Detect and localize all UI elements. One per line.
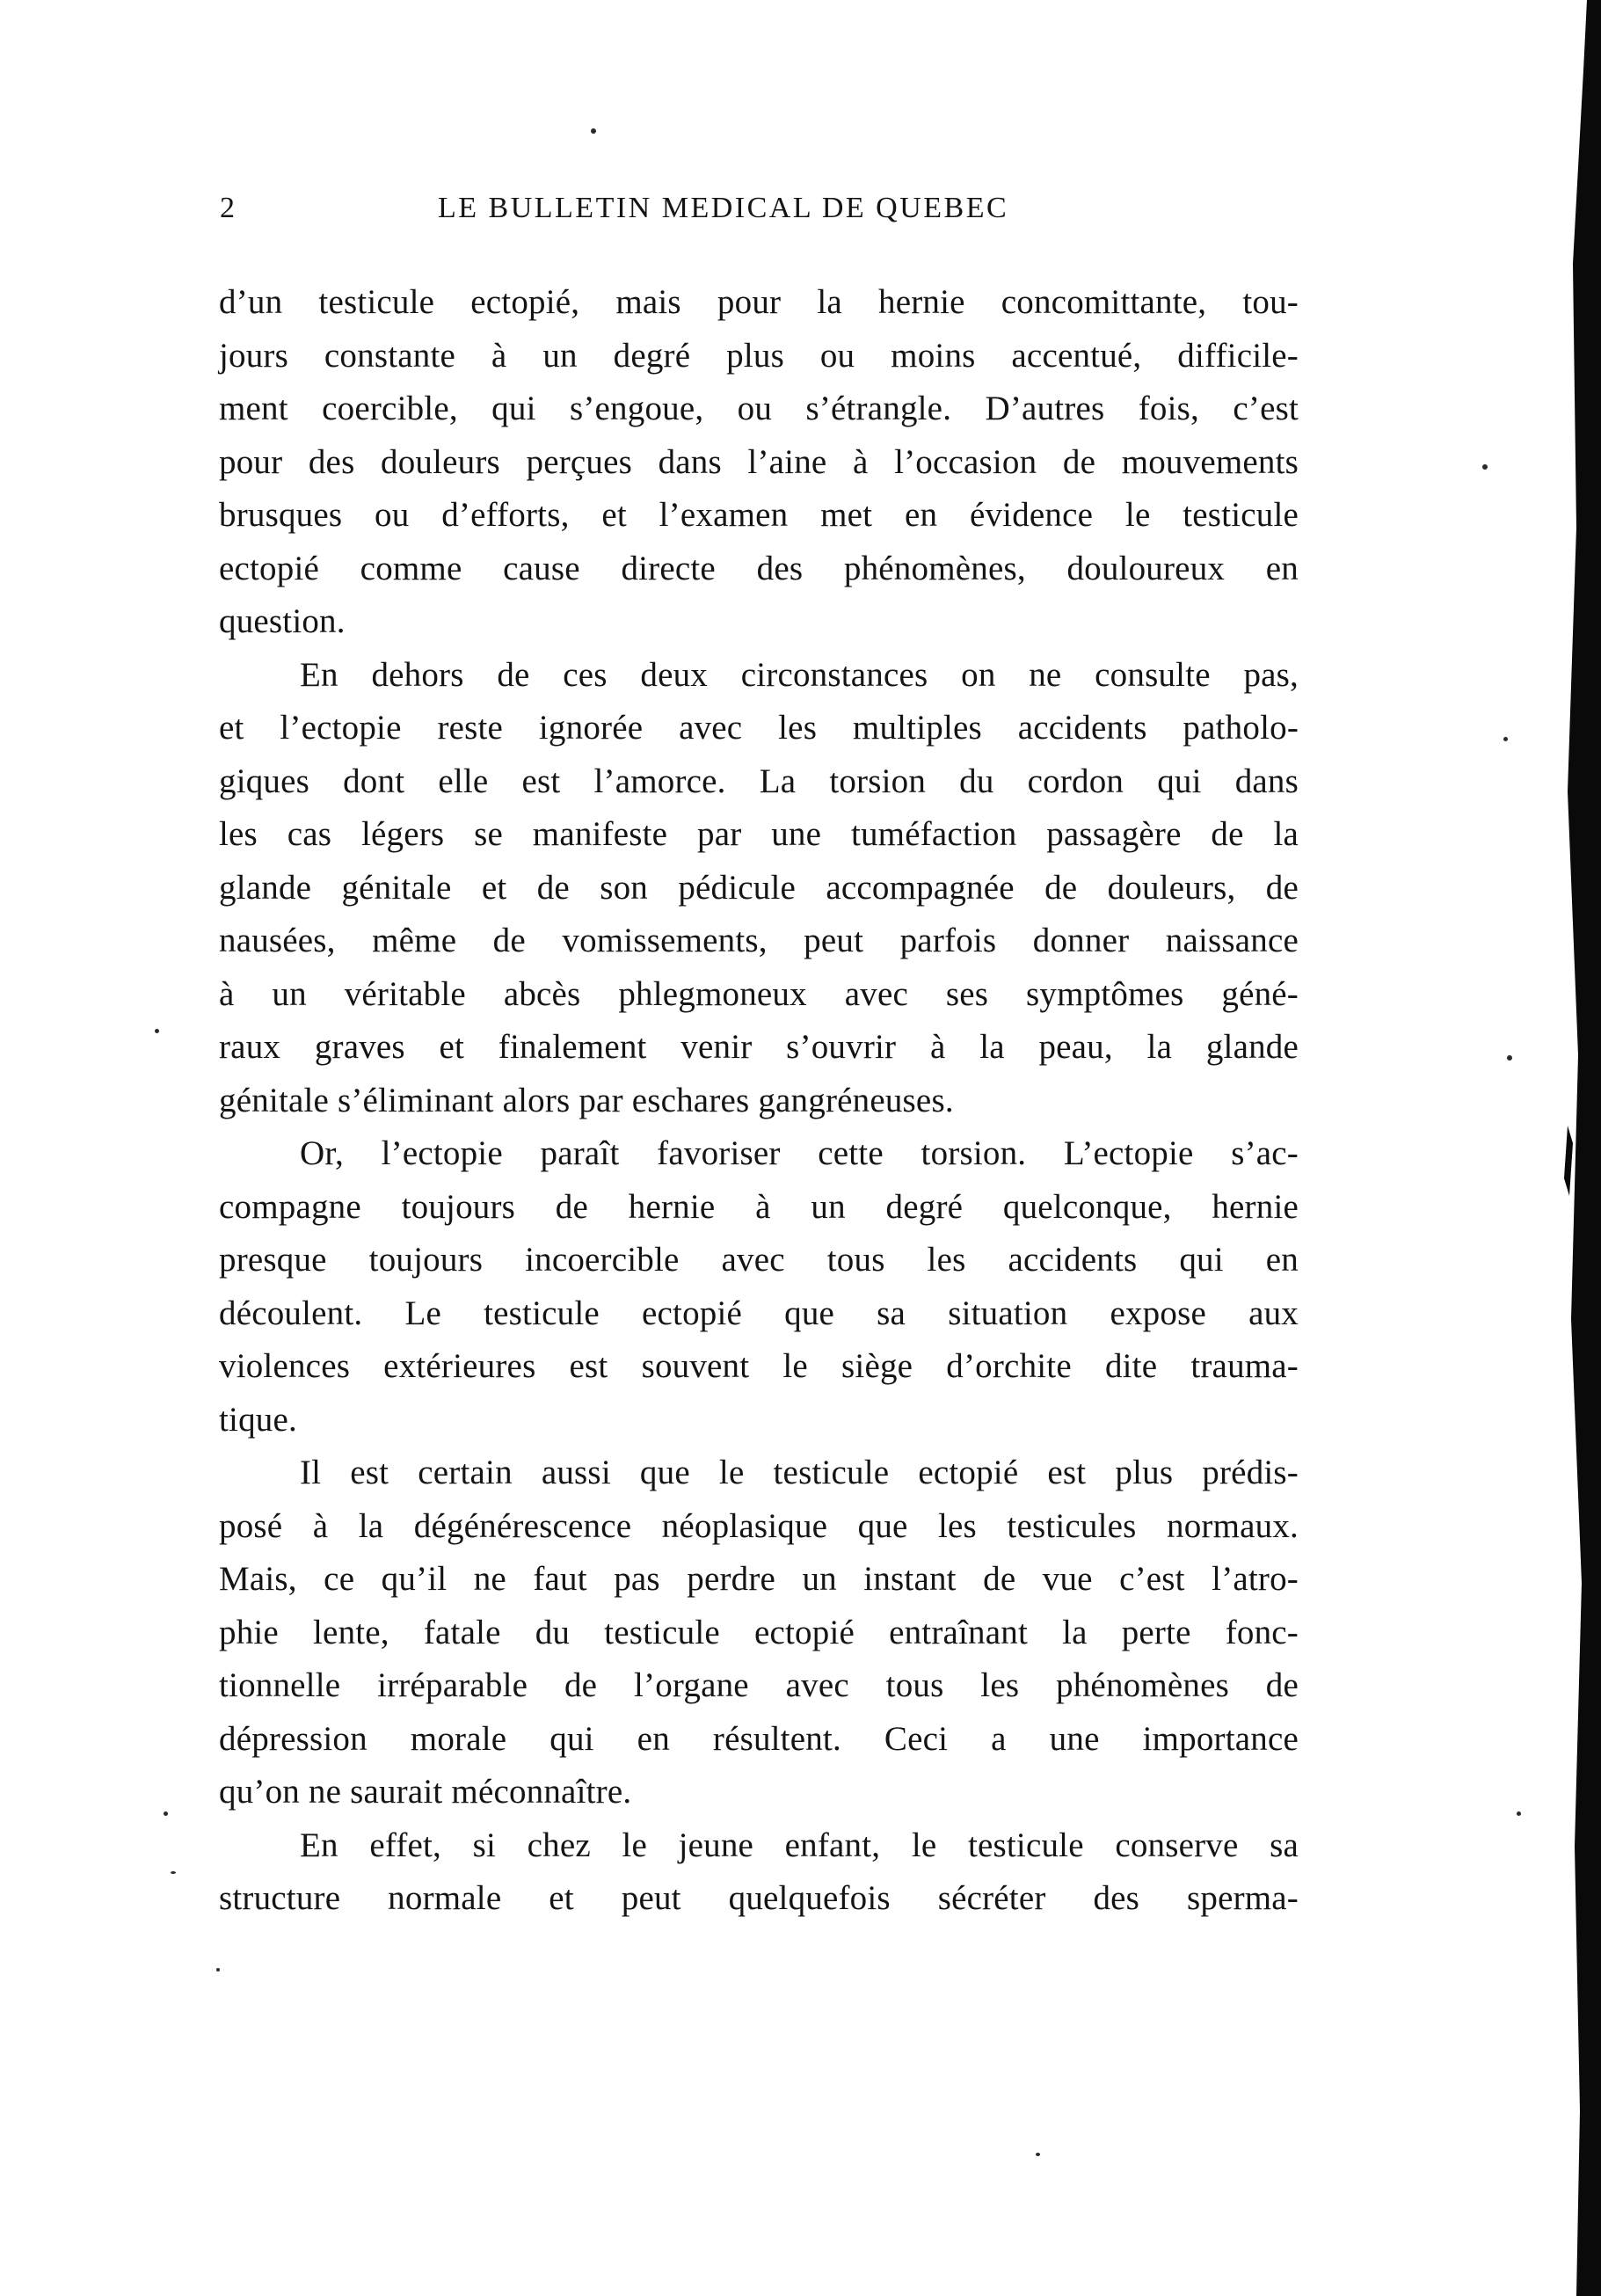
text-line: ectopié comme cause directe des phénomènes, douloureux en — [219, 549, 1299, 587]
text-line: violences extérieures est souvent le siège d’orchite dite trauma- — [219, 1347, 1299, 1385]
text-line: dépression morale qui en résultent. Ceci a une importance — [219, 1719, 1299, 1758]
scan-speck — [1507, 1055, 1512, 1061]
text-line: et l’ectopie reste ignorée avec les multiples accidents patholo- — [219, 709, 1299, 747]
text-line: question. — [219, 602, 346, 640]
text-line: jours constante à un degré plus ou moins accentué, difficile- — [219, 336, 1299, 375]
text-line: à un véritable abcès phlegmoneux avec ses symptômes géné- — [219, 974, 1299, 1013]
binding-edge-shadow — [1532, 0, 1601, 2296]
text-line: presque toujours incoercible avec tous les accidents qui en — [219, 1241, 1299, 1279]
text-line: découlent. Le testicule ectopié que sa situation expose aux — [219, 1294, 1299, 1332]
text-line: En dehors de ces deux circonstances on ne consulte pas, — [300, 655, 1299, 694]
text-line: En effet, si chez le jeune enfant, le testicule conserve sa — [300, 1826, 1299, 1864]
text-line: Or, l’ectopie paraît favoriser cette torsion. L’ectopie s’ac- — [300, 1134, 1299, 1172]
text-line: pour des douleurs perçues dans l’aine à l’occasion de mouvements — [219, 442, 1299, 481]
text-line: tionnelle irréparable de l’organe avec tous les phénomènes de — [219, 1666, 1299, 1704]
scan-speck — [1503, 737, 1508, 741]
text-line: génitale s’éliminant alors par eschares gangréneuses. — [219, 1081, 954, 1119]
text-line: brusques ou d’efforts, et l’examen met en évidence le testicule — [219, 496, 1299, 534]
text-line: compagne toujours de hernie à un degré quelconque, hernie — [219, 1187, 1299, 1226]
scan-speck — [1517, 1811, 1521, 1816]
scan-speck — [164, 1811, 168, 1816]
page-number: 2 — [220, 192, 237, 224]
scan-speck — [216, 1968, 220, 1972]
text-line: d’un testicule ectopié, mais pour la hernie concomittante, tou- — [219, 283, 1299, 321]
text-line: Mais, ce qu’il ne faut pas perdre un instant de vue c’est l’atro- — [219, 1560, 1299, 1598]
running-head: LE BULLETIN MEDICAL DE QUEBEC — [438, 192, 1009, 224]
text-line: les cas légers se manifeste par une tuméfaction passagère de la — [219, 815, 1299, 853]
page-header — [220, 192, 1301, 230]
text-line: tique. — [219, 1400, 297, 1439]
scan-speck — [155, 1029, 159, 1033]
text-line: posé à la dégénérescence néoplasique que les testicules normaux. — [219, 1506, 1299, 1545]
text-line: ment coercible, qui s’engoue, ou s’étrangle. D’autres fois, c’est — [219, 390, 1299, 427]
scan-speck — [591, 128, 596, 134]
text-line: structure normale et peut quelquefois sécréter des sperma- — [219, 1879, 1299, 1917]
body-text — [219, 276, 1299, 1926]
text-line: glande génitale et de son pédicule accompagnée de douleurs, de — [219, 868, 1299, 907]
text-line: Il est certain aussi que le testicule ectopié est plus prédis- — [300, 1454, 1299, 1491]
text-line: raux graves et finalement venir s’ouvrir à la peau, la glande — [219, 1028, 1299, 1066]
text-line: qu’on ne saurait méconnaître. — [219, 1773, 632, 1811]
text-line: phie lente, fatale du testicule ectopié entraînant la perte fonc- — [219, 1613, 1299, 1651]
scan-speck — [171, 1871, 176, 1874]
text-line: giques dont elle est l’amorce. La torsion du cordon qui dans — [219, 762, 1299, 800]
text-line: nausées, même de vomissements, peut parfois donner naissance — [219, 922, 1299, 959]
scan-speck — [1036, 2153, 1040, 2156]
scan-speck — [1482, 464, 1488, 470]
